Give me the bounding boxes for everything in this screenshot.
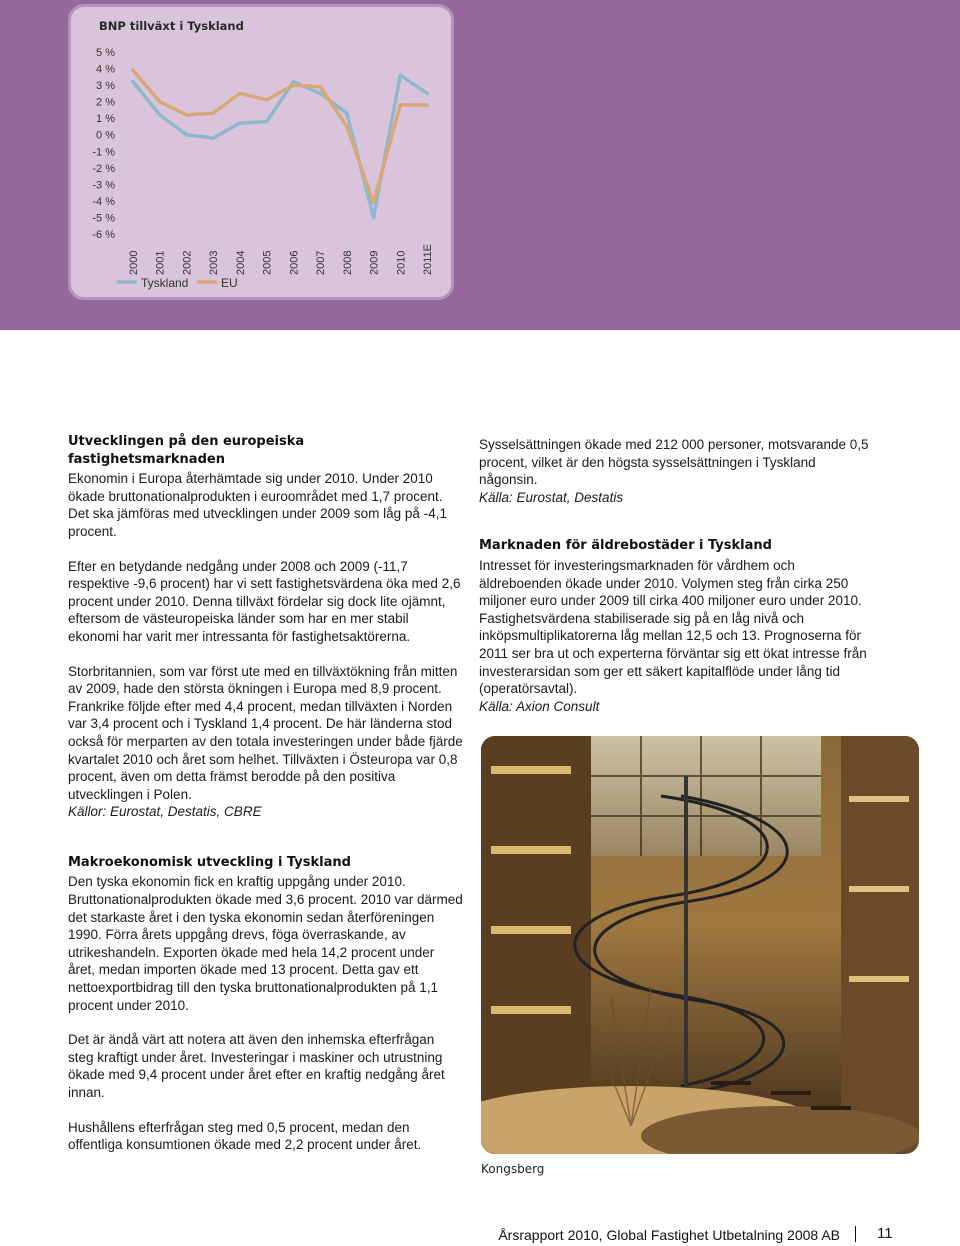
paragraph-employment: Sysselsättningen ökade med 212 000 personer, motsvarande 0,5 procent, vilket är den högsta sysselsättningen i Tyskland någonsin. <box>479 437 869 488</box>
series-line-eu <box>133 70 427 202</box>
data-point-tyskland <box>318 92 322 96</box>
data-point-tyskland <box>158 113 162 117</box>
data-point-tyskland <box>372 216 376 220</box>
y-tick-label: -4 % <box>92 195 115 208</box>
data-point-tyskland <box>292 80 296 84</box>
x-tick-label: 2000 <box>128 250 140 275</box>
y-tick-label: 5 % <box>96 47 115 59</box>
data-point-tyskland <box>398 73 402 77</box>
x-tick-label: 2010 <box>395 250 408 275</box>
right-column <box>479 436 874 732</box>
data-point-eu <box>292 83 296 87</box>
section-heading-elderly-housing: Marknaden för äldrebostäder i Tyskland <box>479 538 772 554</box>
paragraph-country-growth: Storbritannien, som var först ute med en tillväxtökning från mitten av 2009, hade den största ökningen i Europa med 8,9 procent. Frankrike följde efter med 4,4 procent, medan tillväxten i Norden var 3,4 procent och i Tyskland 1,4 procent. De här länderna stod också för merparten av den totala investeringen under både fjärde kvartalet 2010 och året som helhet. Tillväxten i Östeuropa var 0,8 procent, även om detta främst berodde på den positiva utvecklingen i Polen. <box>68 663 463 802</box>
gdp-line-chart <box>71 7 451 297</box>
data-point-eu <box>265 98 269 102</box>
photo-caption: Kongsberg <box>481 1162 545 1176</box>
data-point-tyskland <box>211 136 215 140</box>
x-tick-label: 2004 <box>234 250 247 275</box>
paragraph-german-economy: Den tyska ekonomin fick en kraftig uppgång under 2010. Bruttonationalprodukten ökade med 3,6 procent. 2010 var därmed det starkaste året i den tyska ekonomin sedan återföreningen 1990. Förra årets uppgång drevs, föga överraskande, av utrikeshandeln. Exporten ökade med hela 14,2 procent under året, medan importen ökade med 13 procent. Detta gav ett nettoexportbidrag till den tyska bruttonationalprodukten på 1,1 procent under 2010. <box>68 874 463 1013</box>
y-tick-label: 2 % <box>96 96 115 109</box>
page-number: 11 <box>877 1225 893 1242</box>
paragraph-europe-economy: Ekonomin i Europa återhämtade sig under 2010. Under 2010 ökade bruttonationalprodukten i euroområdet med 1,7 procent. Det ska jämföras med utvecklingen under 2009 som låg på -4,1 procent. <box>68 471 447 539</box>
data-point-tyskland <box>265 120 269 124</box>
legend-label-tyskland: Tyskland <box>141 276 189 290</box>
source-note-employment: Källa: Eurostat, Destatis <box>479 489 624 505</box>
x-tick-label: 2008 <box>341 250 354 275</box>
x-tick-label: 2002 <box>181 250 194 275</box>
data-point-eu <box>372 201 376 205</box>
paragraph-elderly-housing: Intresset för investeringsmarknaden för vårdhem och äldreboenden ökade under 2010. Volymen steg från cirka 250 miljoner euro under 2009 till cirka 400 miljoner euro under 2010. Fastighetsvärdena stabiliserade sig på en låg nivå och inköpsmultiplikatorerna låg mellan 12,5 och 13. Prognoserna för 2011 ser bra ut och experterna förväntar sig ett ökat intresse från investerarsidan som ger ett säkert kapitalflöde under lång tid (operatörsavtal). <box>479 557 867 697</box>
y-tick-label: -1 % <box>92 146 115 159</box>
section-heading-european-market: Utvecklingen på den europeiska fastighetsmarknaden <box>68 434 305 467</box>
paragraph-property-values: Efter en betydande nedgång under 2008 och 2009 (-11,7 respektive -9,6 procent) har vi sett fastighetsvärdena öka med 2,6 procent under 2010. Denna tillväxt fördelar sig dock lite ojämnt, eftersom de västeuropeiska länder som har en mer stabil ekonomi har varit mer intressanta för fastighetsaktörerna. <box>68 558 461 644</box>
left-column <box>68 433 463 1171</box>
y-tick-label: 3 % <box>96 80 115 93</box>
data-point-eu <box>158 100 162 104</box>
data-point-eu <box>398 103 402 107</box>
data-point-tyskland <box>185 133 189 137</box>
footer-report-title: Årsrapport 2010, Global Fastighet Utbetalning 2008 AB <box>498 1227 840 1243</box>
kongsberg-atrium-photo <box>481 736 919 1154</box>
y-tick-label: 1 % <box>96 113 115 126</box>
data-point-tyskland <box>238 121 242 125</box>
x-tick-label: 2003 <box>208 250 221 275</box>
series-line-tyskland <box>133 75 427 217</box>
paragraph-domestic-demand: Det är ändå värt att notera att även den inhemska efterfrågan steg kraftigt under året. Investeringar i maskiner och utrustning ökade med 9,4 procent under året efter en kraftig nedgång året innan. <box>68 1032 445 1100</box>
x-tick-label: 2006 <box>288 250 301 275</box>
legend-label-eu: EU <box>221 276 238 290</box>
y-tick-label: 4 % <box>96 63 115 76</box>
x-tick-label: 2001 <box>154 250 167 275</box>
y-tick-label: -6 % <box>92 229 115 241</box>
y-tick-label: -3 % <box>92 179 115 192</box>
data-point-eu <box>238 92 242 96</box>
y-tick-label: 0 % <box>96 129 115 142</box>
data-point-eu <box>211 111 215 115</box>
data-point-eu <box>185 113 189 117</box>
data-point-eu <box>345 125 349 129</box>
x-tick-label: 2005 <box>261 250 274 275</box>
data-point-eu <box>131 68 135 72</box>
footer-divider <box>855 1226 856 1242</box>
source-note-left: Källor: Eurostat, Destatis, CBRE <box>68 804 262 820</box>
x-tick-label: 2007 <box>315 250 328 275</box>
x-tick-label: 2011E <box>422 244 434 275</box>
y-tick-label: -5 % <box>92 212 115 225</box>
x-tick-label: 2009 <box>368 250 381 275</box>
gdp-chart-card <box>68 4 454 300</box>
source-note-elderly-housing: Källa: Axion Consult <box>479 698 600 714</box>
data-point-tyskland <box>425 92 429 96</box>
section-heading-macro-germany: Makroekonomisk utveckling i Tyskland <box>68 854 351 870</box>
data-point-tyskland <box>345 111 349 115</box>
paragraph-household-demand: Hushållens efterfrågan steg med 0,5 procent, medan den offentliga konsumtionen ökade med 2,2 procent under året. <box>68 1119 422 1153</box>
y-tick-label: -2 % <box>92 162 115 175</box>
data-point-tyskland <box>131 80 135 84</box>
data-point-eu <box>425 103 429 107</box>
data-point-eu <box>318 85 322 89</box>
chart-title: BNP tillväxt i Tyskland <box>99 19 244 33</box>
